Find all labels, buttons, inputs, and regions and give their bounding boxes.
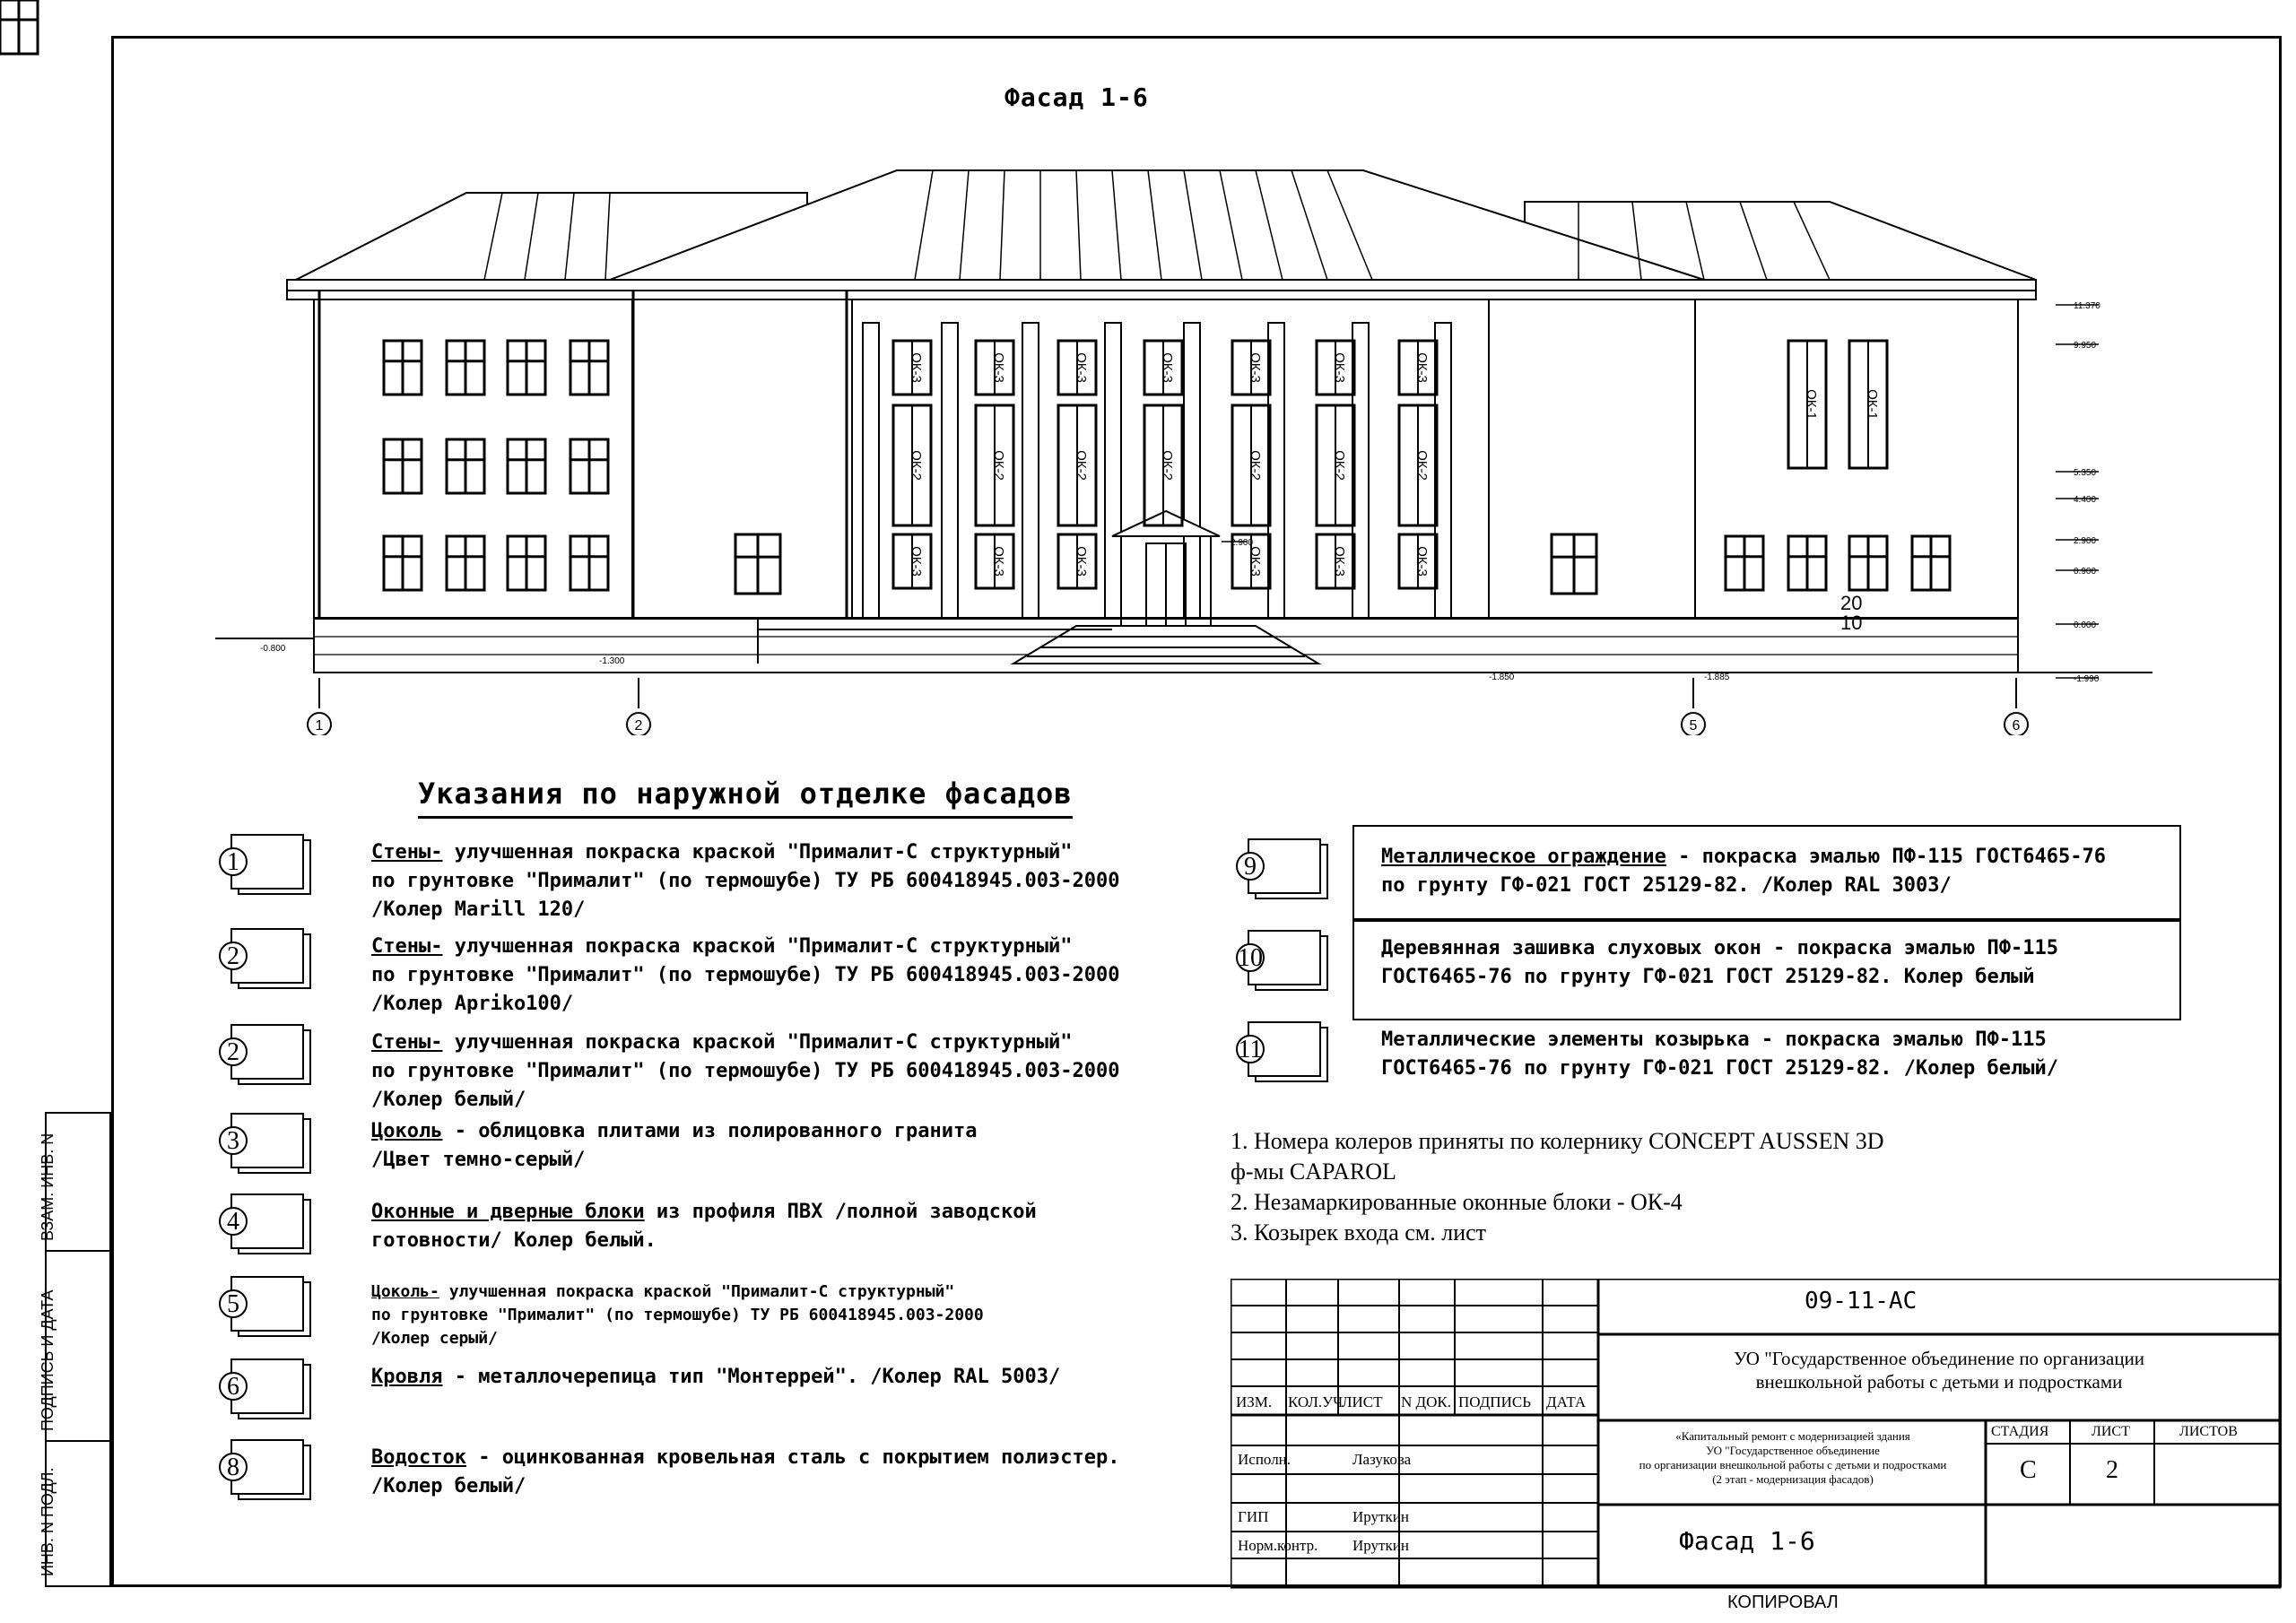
left-marker-num-5: 4: [227, 1208, 239, 1236]
window-39: [1849, 536, 1887, 590]
dim-10: 10: [1840, 612, 1863, 634]
left-marker-num-6: 5: [227, 1290, 239, 1318]
hdr-ndok: N ДОК.: [1401, 1393, 1451, 1410]
stage-label: СТАДИЯ: [1991, 1424, 2049, 1439]
general-notes: [1231, 1126, 1884, 1248]
left-instruction-8-line-2: /Колер белый/: [371, 1475, 526, 1497]
organization: [1607, 1347, 2271, 1393]
window-28: [893, 534, 931, 588]
sheet-title: Фасад 1-6: [1679, 1526, 1815, 1556]
window-20: [1144, 341, 1182, 395]
left-instruction-6-subject: Цоколь-: [371, 1282, 439, 1301]
left-instruction-7-line-1: Кровля - металлочерепица тип "Монтеррей". /Колер RAL 5003/: [371, 1366, 1061, 1388]
general-note-2: 2. Незамаркированные оконные блоки - ОК-4: [1231, 1189, 1683, 1215]
mark-4400: 4.400: [2074, 495, 2097, 505]
left-instruction-3-line-3: /Колер белый/: [371, 1089, 526, 1111]
right-marker-3: [1236, 1020, 1335, 1085]
window-34: [1552, 534, 1596, 594]
right-instruction-1-line-2: по грунту ГФ-021 ГОСТ 25129-82. /Колер RAL 3003/: [1381, 874, 1952, 897]
left-marker-4: [219, 1112, 317, 1176]
window-7: [508, 341, 545, 395]
left-instruction-1-line-1: Стены- улучшенная покраска краской "Прималит-С структурный": [371, 841, 1073, 864]
side-strip: [39, 1112, 111, 1587]
left-marker-8: [219, 1438, 317, 1503]
right-marker-num-3: 11: [1238, 1036, 1263, 1063]
left-instruction-1: [371, 838, 1119, 924]
hdr-date: ДАТА: [1546, 1393, 1587, 1410]
axis-label-2: 2: [634, 718, 643, 733]
role-2: ГИП: [1238, 1508, 1269, 1525]
window-32: [1317, 534, 1354, 588]
window-13: [735, 534, 780, 594]
window-tag-20: ОК-3: [1160, 352, 1175, 383]
role-3: Норм.контр.: [1238, 1537, 1318, 1554]
drawing-title: Фасад 1-6: [1004, 82, 1149, 112]
left-instruction-2-subject: Стены-: [371, 935, 443, 958]
left-instruction-8-line-1: Водосток - оцинкованная кровельная сталь с покрытием полиэстер.: [371, 1446, 1120, 1469]
general-note-3: 3. Козырек входа см. лист: [1231, 1219, 1487, 1245]
window-1: [384, 341, 422, 395]
window-tag-35: ОК-1: [1804, 389, 1819, 420]
left-instruction-1-line-3: /Колер Marill 120/: [371, 898, 586, 921]
window-tag-30: ОК-3: [1074, 546, 1089, 577]
name-1: Лазукова: [1352, 1451, 1412, 1468]
left-instruction-6-line-2: по грунтовке "Прималит" (по термошубе) ТУ РБ 600418945.003-2000: [371, 1306, 984, 1324]
window-27: [1399, 405, 1437, 525]
left-instruction-5-subject: Оконные и дверные блоки: [371, 1201, 645, 1223]
window-tag-16: ОК-3: [991, 352, 1006, 383]
left-instruction-7-subject: Кровля: [371, 1366, 443, 1388]
window-35: [1788, 341, 1826, 468]
left-instruction-4-subject: Цоколь: [371, 1120, 443, 1142]
left-marker-7: [219, 1358, 317, 1422]
project-line-4: (2 этап - модернизация фасадов): [1712, 1472, 1874, 1486]
window-15: [893, 405, 931, 525]
left-instruction-3-line-2: по грунтовке "Прималит" (по термошубе) ТУ РБ 600418945.003-2000: [371, 1060, 1120, 1082]
window-tag-36: ОК-1: [1865, 389, 1880, 420]
mark-9950: 9.950: [2074, 341, 2097, 351]
window-36: [1849, 341, 1887, 468]
left-instruction-5-line-1: Оконные и дверные блоки из профиля ПВХ /полной заводской: [371, 1201, 1037, 1223]
window-30: [1058, 534, 1096, 588]
window-tag-29: ОК-3: [991, 546, 1006, 577]
left-marker-6: [219, 1275, 317, 1340]
window-tag-24: ОК-3: [1332, 352, 1347, 383]
side-cell-2: [39, 1252, 109, 1442]
left-marker-num-7: 6: [227, 1373, 239, 1401]
window-tag-26: ОК-3: [1414, 352, 1430, 383]
window-18: [1058, 341, 1096, 395]
left-instruction-4-line-1: Цоколь - облицовка плитами из полированного гранита: [371, 1120, 978, 1142]
window-tag-14: ОК-3: [909, 352, 924, 383]
dim-20: 20: [1840, 592, 1863, 614]
left-instruction-4-line-2: /Цвет темно-серый/: [371, 1149, 586, 1171]
window-10: [570, 341, 608, 395]
left-marker-num-4: 3: [227, 1127, 239, 1155]
window-14: [893, 341, 931, 395]
left-instruction-5: [371, 1198, 1037, 1255]
window-31: [1232, 534, 1270, 588]
window-tag-18: ОК-3: [1074, 352, 1089, 383]
note-box-2: [1352, 920, 2181, 1020]
left-instruction-3: [371, 1028, 1119, 1115]
side-label-3: ИНВ. N ПОДЛ.: [39, 1467, 57, 1576]
window-4: [447, 341, 484, 395]
left-instruction-2-line-1: Стены- улучшенная покраска краской "Прималит-С структурный": [371, 935, 1073, 958]
mark-entrance: 2.900: [1231, 538, 1254, 548]
left-marker-num-8: 8: [227, 1454, 239, 1481]
side-label-1: ВЗАМ. ИНВ. N: [39, 1133, 57, 1241]
right-marker-1: [1236, 838, 1335, 902]
instructions-heading: Указания по наружной отделке фасадов: [418, 777, 1073, 819]
role-1: Исполн.: [1238, 1451, 1292, 1468]
window-tag-31: ОК-3: [1248, 546, 1263, 577]
window-19: [1058, 405, 1096, 525]
window-21: [1144, 405, 1182, 525]
window-38: [1788, 536, 1826, 590]
project-code: 09-11-АС: [1805, 1288, 1918, 1315]
axis-label-5: 5: [1689, 718, 1698, 733]
left-instruction-2-line-3: /Колер Apriko100/: [371, 993, 574, 1015]
mark-0000: 0.000: [2074, 621, 2097, 630]
window-11: [570, 439, 608, 493]
left-marker-num-2: 2: [227, 942, 239, 970]
left-instruction-7: [371, 1363, 1060, 1392]
window-25: [1317, 405, 1354, 525]
sheets-label: ЛИСТОВ: [2179, 1424, 2238, 1439]
window-tag-23: ОК-2: [1248, 450, 1263, 481]
left-marker-2: [219, 927, 317, 992]
right-instruction-1-subject: Металлическое ограждение: [1381, 846, 1666, 868]
window-tag-28: ОК-3: [909, 546, 924, 577]
window-17: [976, 405, 1013, 525]
hdr-sign: ПОДПИСЬ: [1458, 1393, 1531, 1410]
general-note-1: 1. Номера колеров приняты по колернику CONCEPT AUSSEN 3D: [1231, 1128, 1884, 1154]
window-9: [508, 536, 545, 590]
left-instruction-3-line-1: Стены- улучшенная покраска краской "Прималит-С структурный": [371, 1031, 1073, 1054]
right-instruction-2-line-1: Деревянная зашивка слуховых окон - покраска эмалью ПФ-115: [1381, 937, 2058, 959]
left-instruction-1-line-2: по грунтовке "Прималит" (по термошубе) ТУ РБ 600418945.003-2000: [371, 870, 1120, 892]
window-tag-19: ОК-2: [1074, 450, 1089, 481]
left-marker-num-1: 1: [227, 848, 239, 876]
name-3: Ируткин: [1352, 1537, 1409, 1554]
mark-900: 0.900: [2074, 567, 2097, 577]
left-instruction-8: [371, 1444, 1119, 1501]
window-tag-32: ОК-3: [1332, 546, 1347, 577]
left-marker-3: [219, 1023, 317, 1088]
hdr-izm: ИЗМ.: [1236, 1393, 1273, 1410]
window-tag-22: ОК-3: [1248, 352, 1263, 383]
axis-label-1: 1: [315, 718, 324, 733]
window-tag-25: ОК-2: [1332, 450, 1347, 481]
axis-label-6: 6: [2012, 718, 2021, 733]
window-23: [1232, 405, 1270, 525]
org-line-1: УО "Государственное объединение по организации: [1733, 1348, 2145, 1369]
side-label-2: ПОДПИСЬ И ДАТА: [39, 1289, 57, 1431]
project-line-3: по организации внешкольной работы с детьми и подростками: [1639, 1458, 1947, 1471]
window-2: [384, 439, 422, 493]
left-instruction-1-subject: Стены-: [371, 841, 443, 864]
window-tag-17: ОК-2: [991, 450, 1006, 481]
mark-5350: 5.350: [2074, 468, 2097, 478]
mark-0800: -0.800: [260, 644, 286, 654]
left-instruction-2: [371, 933, 1119, 1019]
window-tag-15: ОК-2: [909, 450, 924, 481]
left-instruction-4: [371, 1117, 978, 1175]
project-line-1: «Капитальный ремонт с модернизацией здания: [1675, 1429, 1910, 1443]
window-37: [1726, 536, 1763, 590]
window-22: [1232, 341, 1270, 395]
title-block: [1231, 1279, 2280, 1588]
right-instruction-3-line-2: ГОСТ6465-76 по грунту ГФ-021 ГОСТ 25129-82. /Колер белый/: [1381, 1057, 2058, 1080]
note-box-1: [1352, 825, 2181, 920]
mark-11370: 11.370: [2074, 301, 2100, 311]
left-instruction-5-line-2: готовности/ Колер белый.: [371, 1229, 657, 1252]
window-33: [1399, 534, 1437, 588]
window-24: [1317, 341, 1354, 395]
window-5: [447, 439, 484, 493]
left-instruction-8-subject: Водосток: [371, 1446, 466, 1469]
left-instruction-3-subject: Стены-: [371, 1031, 443, 1054]
left-instruction-6-line-1: Цоколь- улучшенная покраска краской "Прималит-С структурный": [371, 1282, 955, 1301]
org-line-2: внешкольной работы с детьми и подростками: [1755, 1371, 2123, 1393]
left-instruction-2-line-2: по грунтовке "Прималит" (по термошубе) ТУ РБ 600418945.003-2000: [371, 964, 1120, 986]
project-name: [1602, 1429, 1984, 1487]
right-marker-num-2: 10: [1238, 944, 1263, 972]
mark-1300: -1.300: [599, 656, 625, 666]
window-8: [508, 439, 545, 493]
window-tag-21: ОК-2: [1160, 450, 1175, 481]
general-note-1b: ф-мы CAPAROL: [1231, 1159, 1396, 1185]
right-marker-2: [1236, 929, 1335, 994]
sheet-label: ЛИСТ: [2092, 1424, 2130, 1439]
windows-layer: [0, 0, 2296, 735]
sheet-value: 2: [2106, 1456, 2118, 1484]
window-tag-33: ОК-3: [1414, 546, 1430, 577]
side-cell-3: [39, 1442, 109, 1585]
mark-2900: 2.900: [2074, 536, 2097, 546]
right-instruction-3: [1381, 1026, 2058, 1083]
left-marker-5: [219, 1193, 317, 1257]
mark-1885: -1.885: [1704, 673, 1730, 682]
copied-label: КОПИРОВАЛ: [1727, 1593, 1839, 1612]
stage-value: С: [2020, 1456, 2037, 1484]
window-16: [976, 341, 1013, 395]
side-cell-1: [39, 1114, 109, 1252]
mark-1990: -1.990: [2074, 674, 2100, 684]
window-3: [384, 536, 422, 590]
window-6: [447, 536, 484, 590]
right-instruction-3-line-1: Металлические элементы козырька - покраска эмалью ПФ-115: [1381, 1028, 2047, 1051]
right-instruction-2-line-2: ГОСТ6465-76 по грунту ГФ-021 ГОСТ 25129-82. Колер белый: [1381, 966, 2035, 988]
mark-1850: -1.850: [1489, 673, 1515, 682]
project-line-2: УО "Государственное объединение: [1706, 1444, 1880, 1457]
left-instruction-6-line-3: /Колер серый/: [371, 1329, 498, 1348]
window-40: [1912, 536, 1950, 590]
right-marker-num-1: 9: [1244, 853, 1257, 881]
hdr-kolch: КОЛ.УЧ: [1288, 1393, 1344, 1410]
hdr-list: ЛИСТ: [1342, 1393, 1383, 1410]
left-marker-num-3: 2: [227, 1038, 239, 1066]
right-instruction-1-line-1: Металлическое ограждение - покраска эмалью ПФ-115 ГОСТ6465-76: [1381, 846, 2106, 868]
left-marker-1: [219, 833, 317, 898]
window-tag-27: ОК-2: [1414, 450, 1430, 481]
left-instruction-6: [371, 1280, 984, 1350]
window-12: [570, 536, 608, 590]
window-26: [1399, 341, 1437, 395]
name-2: Ируткин: [1352, 1508, 1409, 1525]
window-29: [976, 534, 1013, 588]
